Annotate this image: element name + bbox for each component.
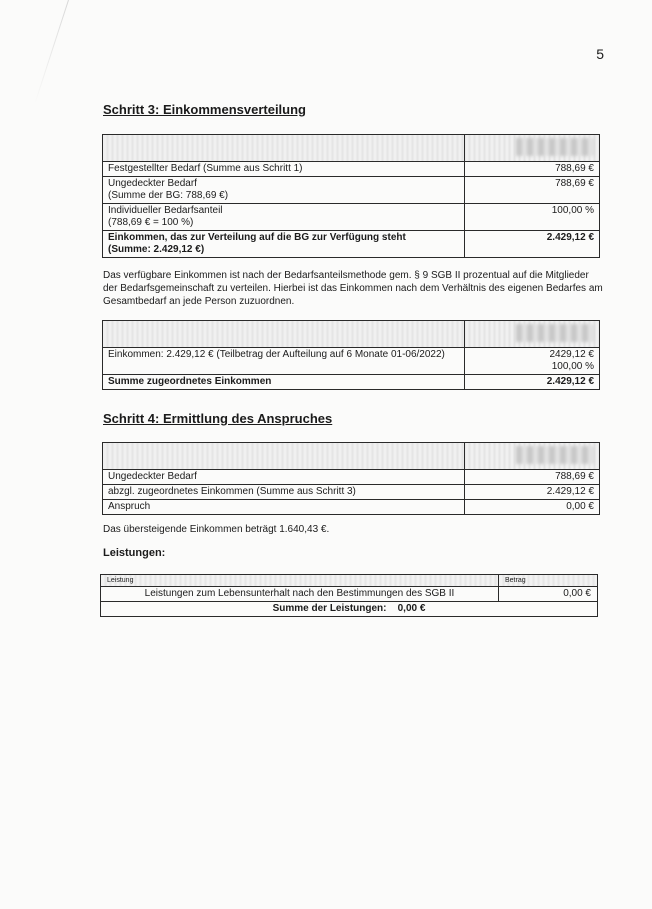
row-value: 788,69 € bbox=[465, 177, 600, 204]
table-header-cell bbox=[103, 135, 465, 162]
row-label: Festgestellter Bedarf (Summe aus Schritt 1) bbox=[103, 162, 465, 177]
table-row bbox=[103, 485, 600, 500]
sum-label: Summe zugeordnetes Einkommen bbox=[103, 375, 465, 390]
page-number: 5 bbox=[596, 46, 604, 62]
table-row bbox=[103, 375, 600, 390]
row-sublabel: (788,69 € = 100 %) bbox=[108, 217, 194, 228]
income-label: Einkommen: 2.429,12 € (Teilbetrag der Aufteilung auf 6 Monate 01-06/2022) bbox=[103, 348, 465, 375]
row-label: abzgl. zugeordnetes Einkommen (Summe aus Schritt 3) bbox=[103, 485, 465, 500]
table-row bbox=[103, 348, 600, 375]
distribution-paragraph: Das verfügbare Einkommen ist nach der Bedarfsanteilsmethode gem. § 9 SGB II prozentual auf die Mitglieder der Bedarfsgemeinschaft zu verteilen. Hierbei ist das Einkommen nach dem Verhältnis des eigenen Bedarfes am Gesamtbedarf an jede Person zuzuordnen. bbox=[103, 270, 603, 307]
table-row bbox=[103, 231, 600, 258]
table-header-cell bbox=[103, 321, 465, 348]
table-row bbox=[101, 587, 598, 602]
row-value: 788,69 € bbox=[465, 162, 600, 177]
sum-value: 0,00 € bbox=[397, 603, 426, 614]
sum-value: 2.429,12 € bbox=[465, 375, 600, 390]
scan-artifact bbox=[34, 0, 69, 105]
row-label: Anspruch bbox=[103, 500, 465, 515]
row-label: Ungedeckter Bedarf bbox=[103, 470, 465, 485]
col-header-betrag: Betrag bbox=[499, 575, 598, 587]
row-value: 2.429,12 € bbox=[465, 231, 600, 258]
row-sublabel: (Summe: 2.429,12 €) bbox=[108, 244, 205, 255]
income-value: 2429,12 € bbox=[549, 349, 594, 360]
table-row bbox=[103, 162, 600, 177]
row-value: 2.429,12 € bbox=[465, 485, 600, 500]
row-value: 788,69 € bbox=[465, 470, 600, 485]
income-allocation-table bbox=[102, 320, 600, 390]
step3-heading: Schritt 3: Einkommensverteilung bbox=[103, 102, 306, 117]
excess-income-text: Das übersteigende Einkommen beträgt 1.640,43 €. bbox=[103, 524, 330, 535]
table-row bbox=[103, 204, 600, 231]
benefits-table bbox=[100, 574, 598, 617]
table-row bbox=[103, 177, 600, 204]
row-label: Ungedeckter Bedarf bbox=[108, 178, 197, 189]
table-header-cell bbox=[465, 443, 600, 470]
table-header-cell bbox=[103, 443, 465, 470]
row-label: Individueller Bedarfsanteil bbox=[108, 205, 223, 216]
benefits-sum bbox=[101, 602, 598, 617]
step4-table bbox=[102, 442, 600, 515]
leistungen-heading: Leistungen: bbox=[103, 547, 166, 559]
income-percent: 100,00 % bbox=[551, 361, 594, 372]
redacted-name bbox=[516, 446, 594, 464]
sum-label: Summe der Leistungen: bbox=[272, 603, 387, 614]
table-header-cell bbox=[465, 135, 600, 162]
step4-heading: Schritt 4: Ermittlung des Anspruches bbox=[103, 411, 333, 426]
redacted-name bbox=[516, 324, 594, 342]
table-row bbox=[103, 470, 600, 485]
step3-table bbox=[102, 134, 600, 258]
table-header-cell bbox=[465, 321, 600, 348]
benefit-value: 0,00 € bbox=[499, 587, 598, 602]
table-row bbox=[103, 500, 600, 515]
table-row bbox=[101, 602, 598, 617]
row-value: 0,00 € bbox=[465, 500, 600, 515]
row-value: 100,00 % bbox=[465, 204, 600, 231]
row-label: Einkommen, das zur Verteilung auf die BG zur Verfügung steht bbox=[108, 232, 406, 243]
redacted-name bbox=[516, 138, 594, 156]
col-header-leistung: Leistung bbox=[101, 575, 499, 587]
row-sublabel: (Summe der BG: 788,69 €) bbox=[108, 190, 229, 201]
benefit-label: Leistungen zum Lebensunterhalt nach den Bestimmungen des SGB II bbox=[101, 587, 499, 602]
